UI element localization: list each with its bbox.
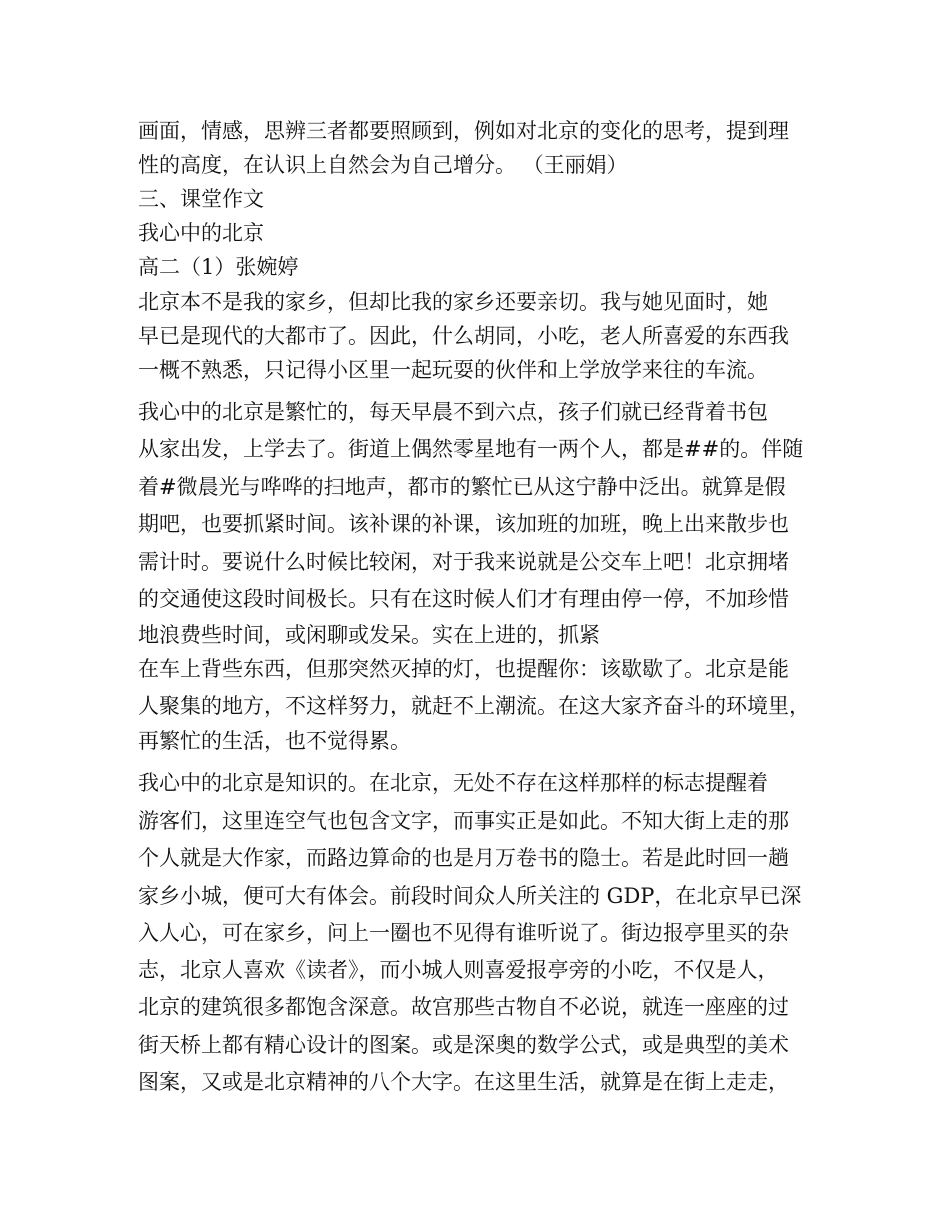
text-line: 着#微晨光与哗哗的扫地声，都市的繁忙已从这宁静中泛出。就算是假 <box>138 475 786 499</box>
text-line: 北京的建筑很多都饱含深意。故宫那些古物自不必说，就连一座座的过 <box>138 995 789 1019</box>
text-line: 人聚集的地方，不这样努力，就赶不上潮流。在这大家齐奋斗的环境里， <box>138 694 810 718</box>
text-line: 北京本不是我的家乡，但却比我的家乡还要亲切。我与她见面时，她 <box>138 290 768 314</box>
text-line: 从家出发，上学去了。街道上偶然零星地有一两个人，都是##的。伴随 <box>138 437 804 461</box>
text-line: 志，北京人喜欢《读者》，而小城人则喜爱报亭旁的小吃，不仅是人， <box>138 958 779 982</box>
text-line: 需计时。要说什么时候比较闲，对于我来说就是公交车上吧！北京拥堵 <box>138 550 789 574</box>
text-line: 街天桥上都有精心设计的图案。或是深奥的数学公式，或是典型的美术 <box>138 1033 789 1057</box>
text-line: 早已是现代的大都市了。因此，什么胡同，小吃，老人所喜爱的东西我 <box>138 324 789 348</box>
text-line: 画面，情感，思辨三者都要照顾到，例如对北京的变化的思考，提到理 <box>138 119 789 143</box>
text-line: 地浪费些时间，或闲聊或发呆。实在上进的，抓紧 <box>138 623 600 647</box>
text-line: 个人就是大作家，而路边算命的也是月万卷书的隐士。若是此时回一趟 <box>138 846 789 870</box>
text-line: 入人心，可在家乡，问上一圈也不见得有谁听说了。街边报亭里买的杂 <box>138 921 789 945</box>
text-line: 期吧，也要抓紧时间。该补课的补课，该加班的加班，晚上出来散步也 <box>138 512 789 536</box>
section-heading: 三、课堂作文 <box>138 187 264 211</box>
text-line: 家乡小城，便可大有体会。前段时间众人所关注的 GDP，在北京早已深 <box>138 884 802 908</box>
text-line: 我心中的北京是知识的。在北京，无处不存在这样那样的标志提醒着 <box>138 771 768 795</box>
text-line: 一概不熟悉，只记得小区里一起玩耍的伙伴和上学放学来往的车流。 <box>138 358 768 382</box>
text-line: 图案，又或是北京精神的八个大字。在这里生活，就算是在街上走走， <box>138 1070 789 1094</box>
text-line: 性的高度，在认识上自然会为自己增分。 （王丽娟） <box>138 153 628 177</box>
text-line: 我心中的北京是繁忙的，每天早晨不到六点，孩子们就已经背着书包 <box>138 400 768 424</box>
text-line: 在车上背些东西，但那突然灭掉的灯，也提醒你：该歇歇了。北京是能 <box>138 657 789 681</box>
text-line: 再繁忙的生活，也不觉得累。 <box>138 729 411 753</box>
essay-author: 高二（1）张婉婷 <box>138 255 299 279</box>
essay-title: 我心中的北京 <box>138 221 264 245</box>
text-line: 游客们，这里连空气也包含文字，而事实正是如此。不知大街上走的那 <box>138 809 789 833</box>
text-line: 的交通使这段时间极长。只有在这时候人们才有理由停一停，不加珍惜 <box>138 587 789 611</box>
